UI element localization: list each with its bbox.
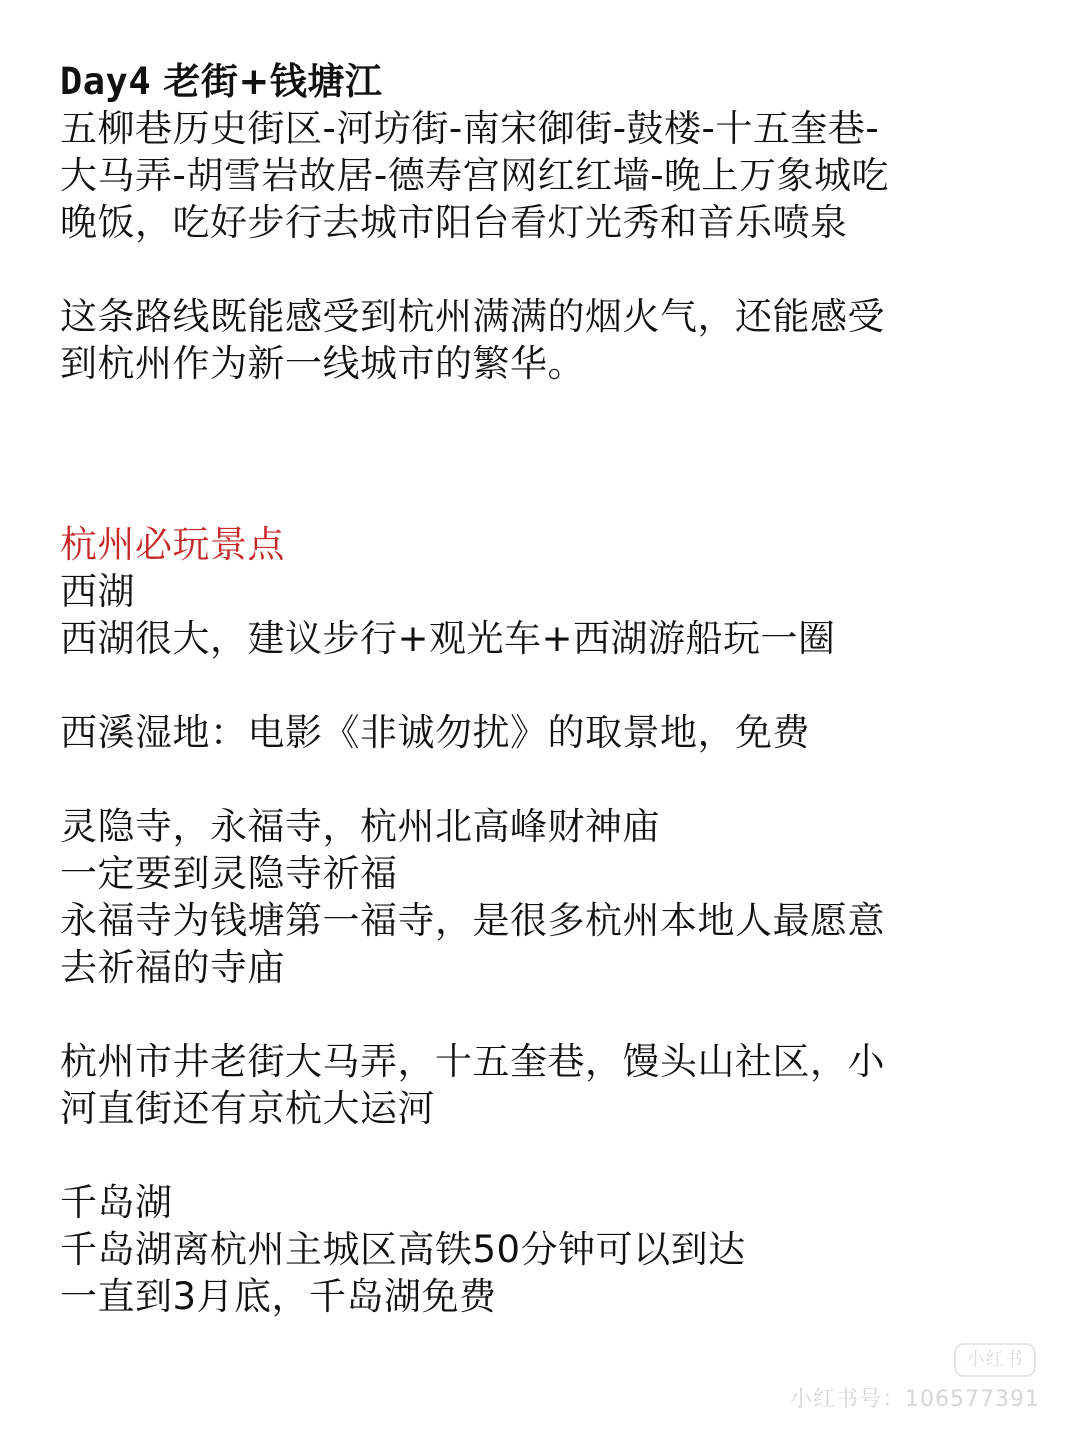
attraction-line: 千岛湖 (60, 1181, 173, 1224)
attraction-line: 去祈福的寺庙 (60, 946, 285, 989)
attraction-line: 西湖 (60, 570, 135, 613)
attraction-line: 杭州市井老街大马弄，十五奎巷，馒头山社区，小 (60, 1040, 885, 1083)
day4-title (60, 58, 1040, 105)
day4-title-text: 老街+钱塘江 (163, 60, 383, 103)
spacer (60, 756, 1040, 803)
attraction-line: 灵隐寺，永福寺，杭州北高峰财神庙 (60, 805, 660, 848)
summary-line: 到杭州作为新一线城市的繁华。 (60, 342, 585, 385)
attraction-line: 西溪湿地：电影《非诚勿扰》的取景地，免费 (60, 711, 810, 754)
attraction-line: 一定要到灵隐寺祈福 (60, 852, 398, 895)
day4-title-code: Day4 (60, 60, 152, 103)
spacer (60, 1132, 1040, 1179)
attraction-line: 千岛湖离杭州主城区高铁50分钟可以到达 (60, 1228, 746, 1271)
route-line: 五柳巷历史街区-河坊街-南宋御街-鼓楼-十五奎巷- (60, 107, 880, 150)
route-line: 晚饭，吃好步行去城市阳台看灯光秀和音乐喷泉 (60, 201, 848, 244)
attraction-line: 一直到3月底，千岛湖免费 (60, 1275, 497, 1318)
attraction-line: 永福寺为钱塘第一福寺，是很多杭州本地人最愿意 (60, 899, 885, 942)
document-body (60, 58, 1040, 1320)
summary-line: 这条路线既能感受到杭州满满的烟火气，还能感受 (60, 295, 885, 338)
xiaohongshu-logo-watermark: 小红书 (954, 1343, 1036, 1377)
spacer (60, 662, 1040, 709)
spacer (60, 246, 1040, 293)
route-line: 大马弄-胡雪岩故居-德寿宫网红红墙-晚上万象城吃 (60, 154, 890, 197)
attraction-line: 西湖很大，建议步行+观光车+西湖游船玩一圈 (60, 617, 836, 660)
attraction-line: 河直街还有京杭大运河 (60, 1087, 435, 1130)
xiaohongshu-id-watermark: 小红书号：106577391 (790, 1387, 1040, 1412)
section-heading: 杭州必玩景点 (60, 523, 285, 566)
spacer (60, 387, 1040, 521)
spacer (60, 991, 1040, 1038)
